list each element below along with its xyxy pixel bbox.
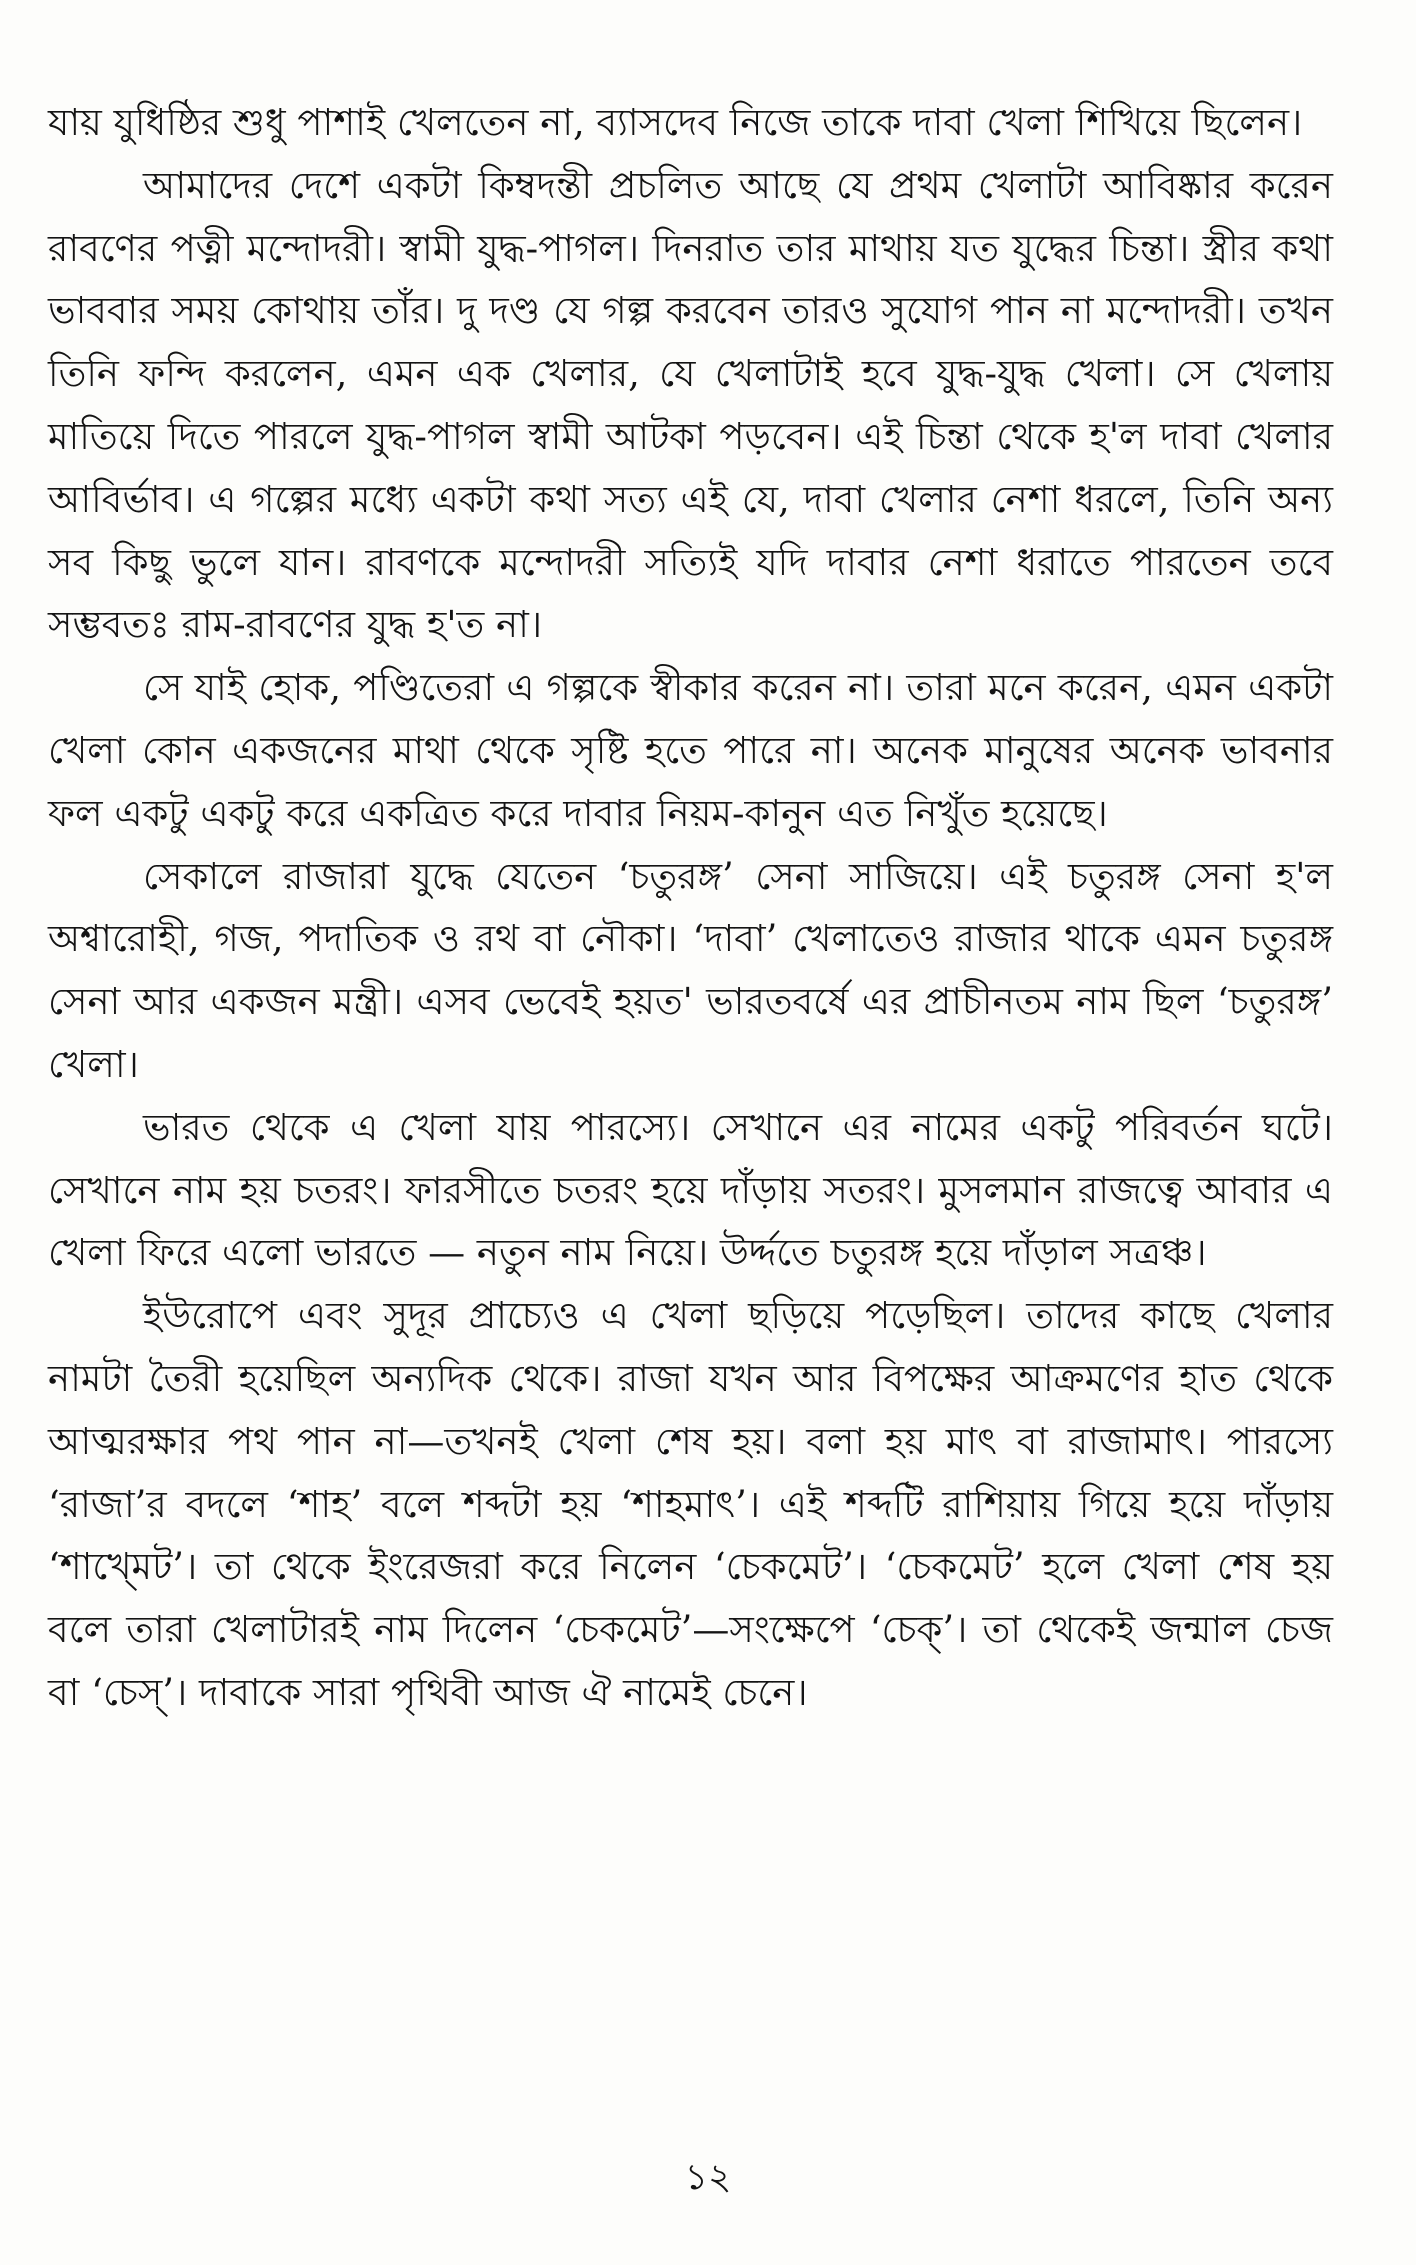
- paragraph-continuation: যায় যুধিষ্ঠির শুধু পাশাই খেলতেন না, ব্যাসদেব নিজে তাকে দাবা খেলা শিখিয়ে ছিলেন।: [48, 101, 1303, 144]
- paragraph-chaturanga: সেকালে রাজারা যুদ্ধে যেতেন ‘চতুরঙ্গ’ সেনা সাজিয়ে। এই চতুরঙ্গ সেনা হ'ল অশ্বারোহী, গজ, পদাতিক ও রথ বা নৌকা। ‘দাবা’ খেলাতেও রাজার থাকে এমন চতুরঙ্গ সেনা আর একজন মন্ত্রী। এসব ভেবেই হয়ত' ভারতবর্ষে এর প্রাচীনতম নাম ছিল ‘চতুরঙ্গ’ খেলা।: [48, 854, 1333, 1086]
- body-text: [48, 92, 1333, 1725]
- paragraph-persia: ভারত থেকে এ খেলা যায় পারস্যে। সেখানে এর নামের একটু পরিবর্তন ঘটে। সেখানে নাম হয় চতরং। ফারসীতে চতরং হয়ে দাঁড়ায় সতরং। মুসলমান রাজত্বে আবার এ খেলা ফিরে এলো ভারতে — নতুন নাম নিয়ে। উর্দ্দতে চতুরঙ্গ হয়ে দাঁড়াল সত্রঞ্চ।: [48, 1105, 1333, 1275]
- paragraph-scholars-view: সে যাই হোক, পণ্ডিতেরা এ গল্পকে স্বীকার করেন না। তারা মনে করেন, এমন একটা খেলা কোন একজনের মাথা থেকে সৃষ্টি হতে পারে না। অনেক মানুষের অনেক ভাবনার ফল একটু একটু করে একত্রিত করে দাবার নিয়ম-কানুন এত নিখুঁত হয়েছে।: [48, 666, 1333, 835]
- paragraph-legend-mandodari: আমাদের দেশে একটা কিম্বদন্তী প্রচলিত আছে যে প্রথম খেলাটা আবিষ্কার করেন রাবণের পত্নী মন্দোদরী। স্বামী যুদ্ধ-পাগল। দিনরাত তার মাথায় যত যুদ্ধের চিন্তা। স্ত্রীর কথা ভাববার সময় কোথায় তাঁর। দু দণ্ড যে গল্প করবেন তারও সুযোগ পান না মন্দোদরী। তখন তিনি ফন্দি করলেন, এমন এক খেলার, যে খেলাটাই হবে যুদ্ধ-যুদ্ধ খেলা। সে খেলায় মাতিয়ে দিতে পারলে যুদ্ধ-পাগল স্বামী আটকা পড়বেন। এই চিন্তা থেকে হ'ল দাবা খেলার আবির্ভাব। এ গল্পের মধ্যে একটা কথা সত্য এই যে, দাবা খেলার নেশা ধরলে, তিনি অন্য সব কিছু ভুলে যান। রাবণকে মন্দোদরী সত্যিই যদি দাবার নেশা ধরাতে পারতেন তবে সম্ভবতঃ রাম-রাবণের যুদ্ধ হ'ত না।: [48, 163, 1333, 647]
- paragraph-checkmate-origin: ইউরোপে এবং সুদূর প্রাচ্যেও এ খেলা ছড়িয়ে পড়েছিল। তাদের কাছে খেলার নামটা তৈরী হয়েছিল অন্যদিক থেকে। রাজা যখন আর বিপক্ষের আক্রমণের হাত থেকে আত্মরক্ষার পথ পান না—তখনই খেলা শেষ হয়। বলা হয় মাৎ বা রাজামাৎ। পারস্যে ‘রাজা’র বদলে ‘শাহ’ বলে শব্দটা হয় ‘শাহমাৎ’। এই শব্দটি রাশিয়ায় গিয়ে হয়ে দাঁড়ায় ‘শাখ্মেট’। তা থেকে ইংরেজরা করে নিলেন ‘চেকমেট’। ‘চেকমেট’ হলে খেলা শেষ হয় বলে তারা খেলাটারই নাম দিলেন ‘চেকমেট’—সংক্ষেপে ‘চেক্’। তা থেকেই জন্মাল চেজ বা ‘চেস্’। দাবাকে সারা পৃথিবী আজ ঐ নামেই চেনে।: [48, 1294, 1333, 1714]
- page-number: ১২: [684, 2157, 732, 2198]
